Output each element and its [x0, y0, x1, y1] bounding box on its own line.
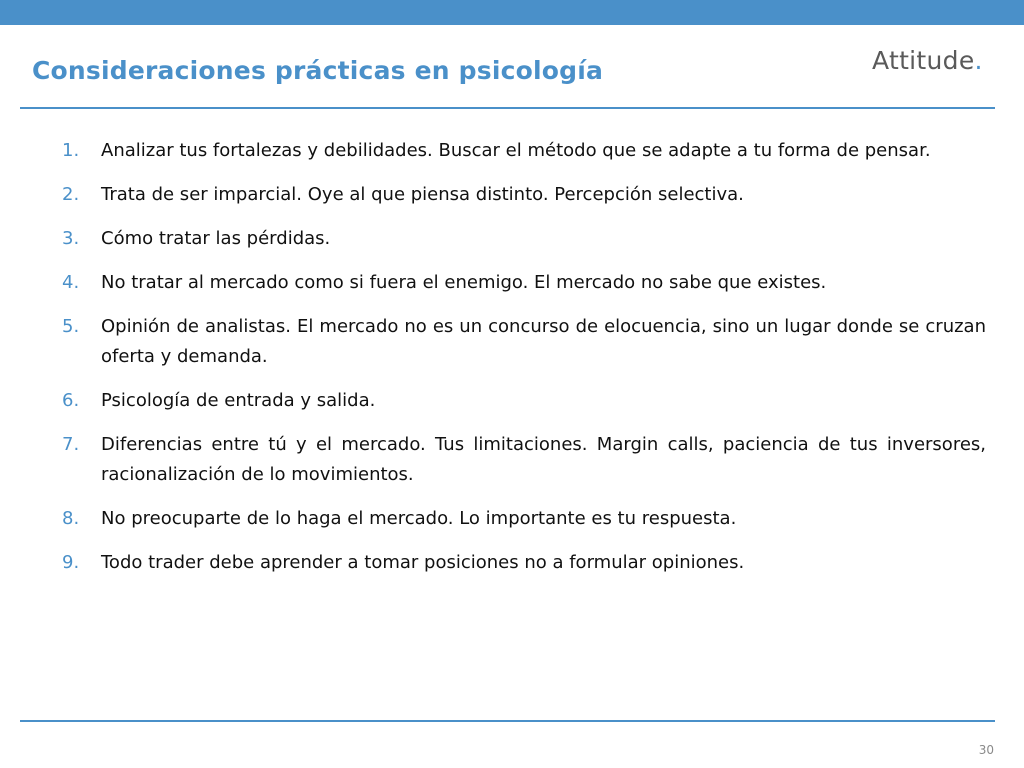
- list-item: [62, 224, 986, 254]
- list-item-text: No tratar al mercado como si fuera el enemigo. El mercado no sabe que existes.: [101, 272, 827, 293]
- list-item-number: 1.: [62, 140, 80, 161]
- list-item: [62, 180, 986, 210]
- list-item-number: 6.: [62, 390, 80, 411]
- footer-divider: [20, 720, 995, 722]
- brand-name: Attitude: [872, 46, 975, 75]
- list-item-text: Analizar tus fortalezas y debilidades. Buscar el método que se adapte a tu forma de pensar.: [101, 140, 931, 161]
- list-item: [62, 548, 986, 578]
- list-item-number: 3.: [62, 228, 80, 249]
- considerations-list: [62, 136, 986, 592]
- list-item: [62, 430, 986, 490]
- list-item-text: Cómo tratar las pérdidas.: [101, 228, 331, 249]
- list-item-number: 8.: [62, 508, 80, 529]
- list-item-text: Todo trader debe aprender a tomar posiciones no a formular opiniones.: [101, 552, 745, 573]
- list-item-text: Trata de ser imparcial. Oye al que piensa distinto. Percepción selectiva.: [101, 184, 744, 205]
- list-item-text: Psicología de entrada y salida.: [101, 390, 376, 411]
- slide-title: Consideraciones prácticas en psicología: [32, 56, 604, 85]
- list-item: [62, 312, 986, 372]
- list-item: [62, 136, 986, 166]
- brand-logo: [872, 46, 983, 75]
- top-accent-bar: [0, 0, 1024, 25]
- list-item-text: No preocuparte de lo haga el mercado. Lo importante es tu respuesta.: [101, 508, 737, 529]
- header-divider: [20, 107, 995, 109]
- list-item-number: 4.: [62, 272, 80, 293]
- list-item-number: 7.: [62, 434, 80, 455]
- list-item: [62, 268, 986, 298]
- list-item: [62, 504, 986, 534]
- list-item-number: 9.: [62, 552, 80, 573]
- list-item-text: Opinión de analistas. El mercado no es un concurso de elocuencia, sino un lugar donde se cruzan oferta y demanda.: [101, 316, 986, 367]
- list-item: [62, 386, 986, 416]
- page-number: 30: [978, 743, 994, 757]
- list-item-number: 2.: [62, 184, 80, 205]
- brand-dot: .: [974, 46, 983, 75]
- list-item-text: Diferencias entre tú y el mercado. Tus limitaciones. Margin calls, paciencia de tus inversores, racionalización de lo movimientos.: [101, 434, 986, 485]
- list-item-number: 5.: [62, 316, 80, 337]
